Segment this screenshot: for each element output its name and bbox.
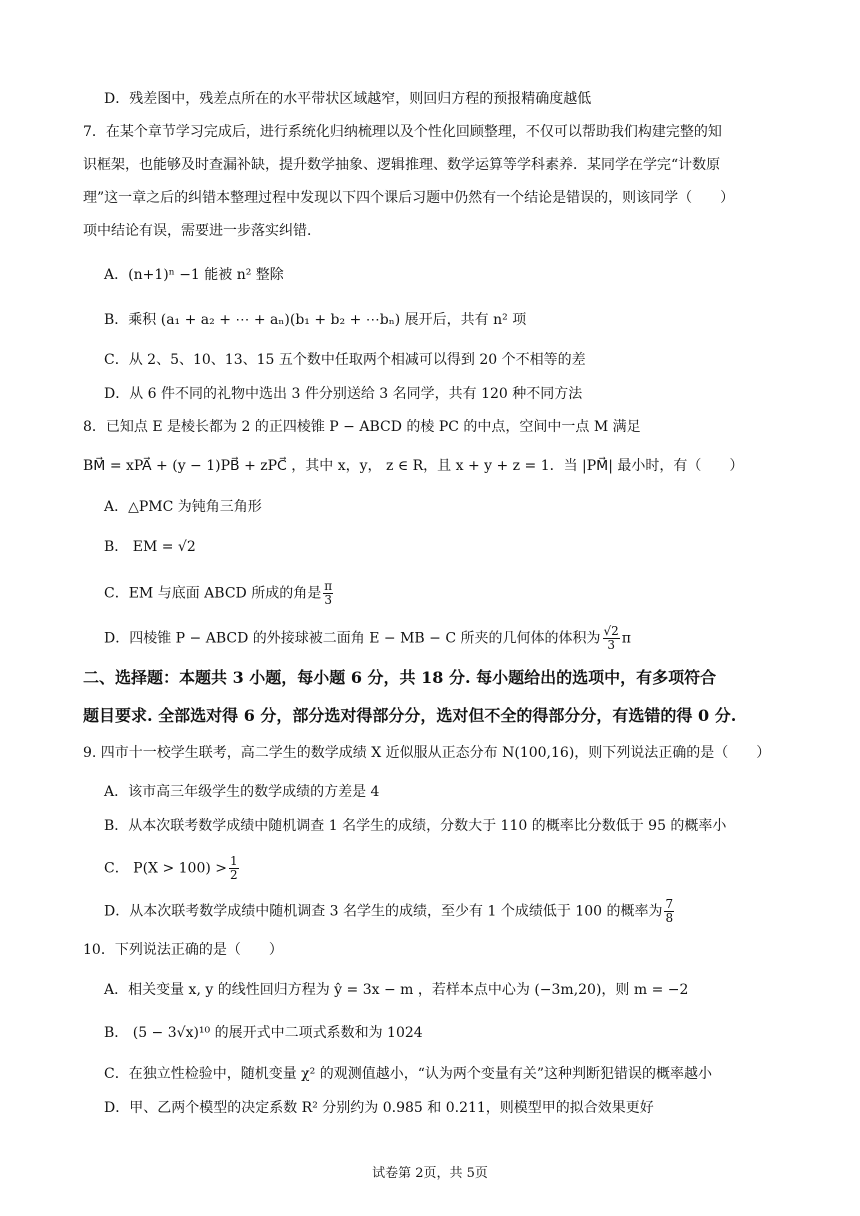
q10-option-d: D．甲、乙两个模型的决定系数 R² 分别约为 0.985 和 0.211，则模型甲的拟合效果更好 (104, 1100, 654, 1116)
q10-option-a: A．相关变量 x, y 的线性回归方程为 ŷ = 3x − m ，若样本点中心为 (−3m,20)，则 m = −2 (104, 982, 689, 998)
fraction-denominator: 3 (324, 593, 332, 607)
q8-option-b: B． EM = √2 (104, 539, 196, 555)
q8-stem-line-1: 8．已知点 E 是棱长都为 2 的正四棱锥 P − ABCD 的棱 PC 的中点，空间中一点 M 满足 (83, 419, 641, 435)
q9-option-c-text: C． P(X > 100) > (104, 860, 228, 877)
fraction-numerator: 1 (230, 854, 238, 868)
fraction-numerator: √2 (603, 624, 619, 638)
q7-stem-line-2: 识框架，也能够及时查漏补缺，提升数学抽象、逻辑推理、数学运算等学科素养．某同学在学完“计数原 (83, 157, 721, 173)
q9-option-a: A．该市高三年级学生的数学成绩的方差是 4 (104, 784, 380, 800)
q9-stem: 9. 四市十一校学生联考，高二学生的数学成绩 X 近似服从正态分布 N(100,16)，则下列说法正确的是（ ） (83, 745, 771, 761)
q7-option-d: D．从 6 件不同的礼物中选出 3 件分别送给 3 名同学，共有 120 种不同方法 (104, 386, 583, 402)
fraction-denominator: 8 (665, 911, 674, 925)
q8-option-d-fraction (603, 625, 620, 652)
q7-option-b: B．乘积 (a₁ + a₂ + ⋯ + aₙ)(b₁ + b₂ + ⋯bₙ) 展开后，共有 n² 项 (104, 312, 527, 328)
q9-option-b: B．从本次联考数学成绩中随机调查 1 名学生的成绩，分数大于 110 的概率比分数低于 95 的概率小 (104, 818, 727, 834)
q9-option-d (104, 898, 676, 925)
q7-option-c: C．从 2、5、10、13、15 五个数中任取两个相减可以得到 20 个不相等的差 (104, 352, 586, 368)
q9-option-d-text: D．从本次联考数学成绩中随机调查 3 名学生的成绩，至少有 1 个成绩低于 100 的概率为 (104, 903, 663, 920)
page-footer: 试卷第 2页，共 5页 (372, 1166, 488, 1181)
q8-stem-line-2: BM⃗ = xPA⃗ + (y − 1)PB⃗ + zPC⃗ ，其中 x，y， z ∈ R，且 x + y + z = 1．当 |PM⃗| 最小时，有（ ） (83, 458, 744, 474)
fraction-numerator: 7 (665, 897, 674, 911)
section-2-heading-line-2: 题目要求. 全部选对得 6 分，部分选对得部分分，选对但不全的得部分分，有选错的得 0 分. (83, 706, 737, 725)
q7-stem-line-1: 7．在某个章节学习完成后，进行系统化归纳梳理以及个性化回顾整理，不仅可以帮助我们构建完整的知 (83, 124, 722, 140)
q6-option-d: D．残差图中，残差点所在的水平带状区域越窄，则回归方程的预报精确度越低 (104, 91, 592, 107)
q8-option-d-pi: π (621, 630, 631, 647)
q10-option-b: B． (5 − 3√x)¹⁰ 的展开式中二项式系数和为 1024 (104, 1025, 423, 1041)
q8-option-d (104, 625, 631, 652)
fraction-denominator: 3 (607, 638, 615, 652)
q10-stem: 10．下列说法正确的是（ ） (83, 942, 283, 958)
q9-option-d-fraction (664, 898, 674, 925)
q8-option-c (104, 580, 335, 607)
q8-option-c-fraction (323, 580, 333, 607)
q8-option-a: A．△PMC 为钝角三角形 (104, 499, 262, 515)
q7-option-a: A．(n+1)ⁿ −1 能被 n² 整除 (104, 267, 284, 283)
q8-option-d-text: D．四棱锥 P − ABCD 的外接球被二面角 E − MB − C 所夹的几何体的体积为 (104, 630, 601, 647)
q9-option-c-fraction (229, 855, 239, 882)
fraction-numerator: π (324, 579, 333, 593)
q7-stem-line-3: 理”这一章之后的纠错本整理过程中发现以下四个课后习题中仍然有一个结论是错误的，则该同学（ ） (83, 190, 735, 206)
fraction-denominator: 2 (230, 868, 238, 882)
section-2-heading-line-1: 二、选择题：本题共 3 小题，每小题 6 分，共 18 分. 每小题给出的选项中，有多项符合 (83, 668, 717, 687)
q9-option-c (104, 855, 241, 882)
q7-stem-line-4: 项中结论有误，需要进一步落实纠错． (83, 223, 321, 239)
q8-option-c-text: C．EM 与底面 ABCD 所成的角是 (104, 585, 322, 602)
q10-option-c: C．在独立性检验中，随机变量 χ² 的观测值越小，“认为两个变量有关”这种判断犯错误的概率越小 (104, 1066, 713, 1082)
